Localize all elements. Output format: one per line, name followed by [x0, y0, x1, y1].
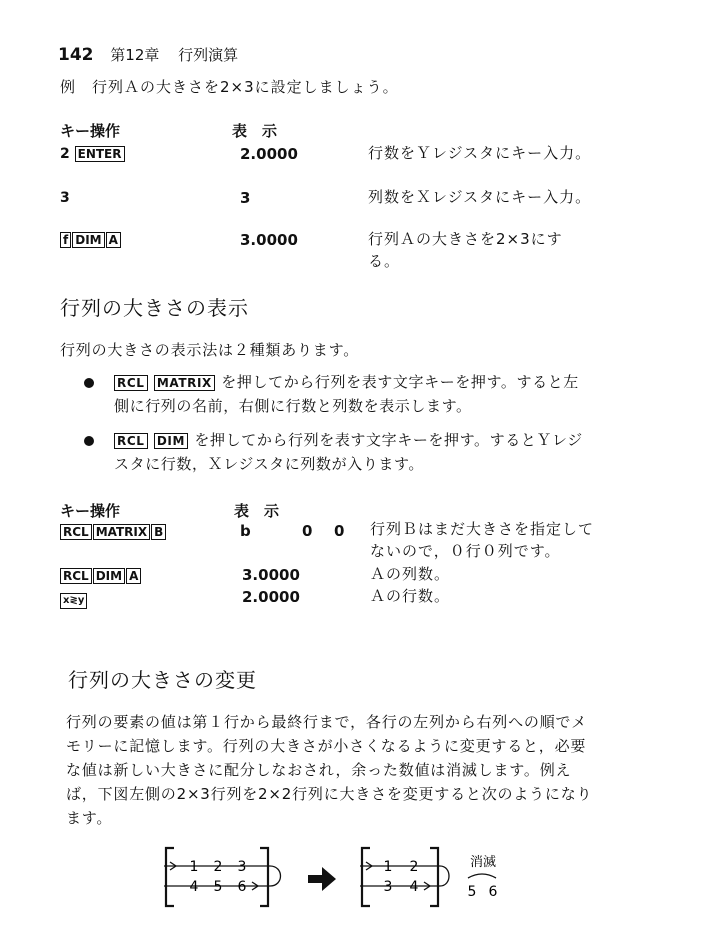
transform-arrow-icon	[308, 867, 336, 891]
table1-row1-desc: 行数をＹレジスタにキー入力。	[368, 144, 592, 162]
bullet-dot	[84, 378, 94, 388]
discarded-value: 5	[467, 884, 477, 900]
key-x-swap-y: x≷y	[60, 593, 87, 609]
table2-display-header: 表 示	[234, 502, 280, 520]
key-dim: DIM	[93, 568, 125, 584]
matrix-resize-figure	[160, 842, 520, 912]
key-rcl: RCL	[114, 375, 148, 391]
table1-key-header: キー操作	[60, 122, 121, 140]
discard-brace	[468, 874, 496, 878]
chapter-title: 行列演算	[178, 46, 239, 64]
section2-title: 行列の大きさの変更	[68, 668, 257, 692]
left-cell: 4	[189, 879, 199, 895]
discarded-value: 6	[488, 884, 498, 900]
order-path	[360, 866, 449, 886]
table1-row3-keys	[60, 232, 122, 248]
bullet2-text: を押してから行列を表す文字キーを押す。するとＹレジスタに行数，Ｘレジスタに列数が入ります。	[114, 431, 583, 473]
key-dim: DIM	[72, 232, 104, 248]
key-rcl: RCL	[60, 524, 92, 540]
table1-row2-keys	[60, 190, 70, 206]
left-cell: 6	[237, 879, 247, 895]
key-rcl: RCL	[60, 568, 92, 584]
discard-label: 消滅	[470, 855, 497, 870]
key-enter: ENTER	[75, 146, 125, 162]
table1-row3-desc: 行列Ａの大きさを2×3にする。	[368, 230, 563, 270]
key-matrix: MATRIX	[93, 524, 150, 540]
key-a: A	[106, 232, 121, 248]
left-cell: 3	[237, 859, 247, 875]
key-matrix: MATRIX	[154, 375, 215, 391]
left-bracket	[362, 848, 370, 906]
table2-row1-display-cols: 0	[334, 522, 345, 540]
key-digit: 2	[60, 146, 70, 162]
table2-row1-display-name: b	[240, 522, 251, 540]
table2-row1-keys	[60, 524, 167, 540]
table2-row2-keys	[60, 568, 142, 584]
table2-row2-desc: Ａの列数。	[370, 565, 451, 583]
right-cell: 2	[409, 859, 419, 875]
table1-row3-display: 3.0000	[240, 231, 298, 249]
section1-title: 行列の大きさの表示	[60, 296, 249, 320]
table1-row1-display: 2.0000	[240, 145, 298, 163]
table2-row1-desc: 行列Ｂはまだ大きさを指定してないので，０行０列です。	[370, 520, 595, 560]
key-dim: DIM	[154, 433, 188, 449]
right-cell: 4	[409, 879, 419, 895]
left-bracket	[166, 848, 174, 906]
table2-row3-display: 2.0000	[242, 588, 300, 606]
table1-row2-display: 3	[240, 189, 251, 207]
table1-display-header: 表 示	[232, 122, 278, 140]
key-a: A	[126, 568, 141, 584]
left-cell: 5	[213, 879, 223, 895]
bullet-dot	[84, 436, 94, 446]
table2-key-header: キー操作	[60, 502, 121, 520]
bullet2	[114, 428, 594, 476]
right-bracket	[430, 848, 438, 906]
table1-row1-keys	[60, 146, 126, 162]
key-rcl: RCL	[114, 433, 148, 449]
table2-row3-keys	[60, 591, 88, 609]
table2-row3-desc: Ａの行数。	[370, 587, 451, 605]
bullet1	[114, 370, 594, 418]
table2-row2-display: 3.0000	[242, 566, 300, 584]
section2-paragraph: 行列の要素の値は第１行から最終行まで，各行の左列から右列への順でメモリーに記憶します。行列の大きさが小さくなるように変更すると，必要な値は新しい大きさに配分しなおされ，余った数値は消滅します。例えば，下図左側の2×3行列を2×2行列に大きさを変更すると次のようになります。	[66, 713, 593, 827]
key-b: B	[151, 524, 166, 540]
right-bracket	[260, 848, 268, 906]
table1-row2-desc: 列数をＸレジスタにキー入力。	[368, 188, 592, 206]
page-header	[58, 44, 238, 65]
left-cell: 2	[213, 859, 223, 875]
key-digit: 3	[60, 190, 70, 206]
right-cell: 1	[383, 859, 393, 875]
bullet1-text: を押してから行列を表す文字キーを押す。すると左側に行列の名前，右側に行数と列数を表示します。	[114, 373, 579, 415]
key-f: f	[60, 232, 71, 248]
chapter-label: 第12章	[110, 46, 160, 64]
right-cell: 3	[383, 879, 393, 895]
table2-row1-display-rows: 0	[302, 522, 313, 540]
section1-intro: 行列の大きさの表示法は２種類あります。	[60, 341, 360, 359]
page-number: 142	[58, 45, 94, 65]
left-cell: 1	[189, 859, 199, 875]
example-text: 例 行列Ａの大きさを2×3に設定しましょう。	[60, 78, 399, 96]
